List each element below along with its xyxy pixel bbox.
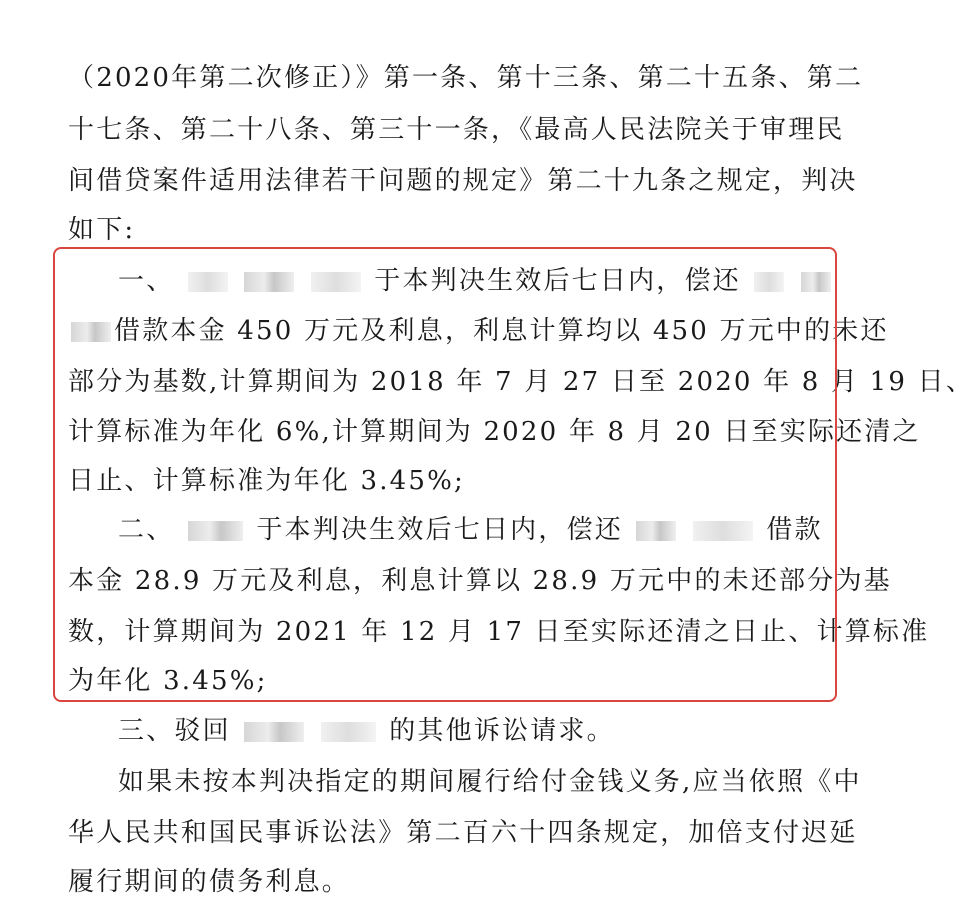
redaction — [801, 272, 831, 292]
text-line: 数，计算期间为 2021 年 12 月 17 日至实际还清之日止、计算标准 — [68, 617, 930, 647]
redaction — [321, 722, 376, 742]
text-segment: 借款本金 450 万元及利息，利息计算均以 450 万元中的未还 — [114, 316, 889, 346]
redaction — [244, 722, 304, 742]
text-segment: 借款 — [766, 515, 823, 545]
text-line: 部分为基数,计算期间为 2018 年 7 月 27 日至 2020 年 8 月 19 日、 — [68, 367, 974, 397]
item-number: 二、 — [118, 515, 175, 545]
text-segment: 于本判决生效后七日内，偿还 — [374, 266, 741, 296]
text-line: 计算标准为年化 6%,计算期间为 2020 年 8 月 20 日至实际还清之 — [68, 417, 921, 447]
judgment-item-1-line-1 — [118, 266, 834, 296]
redaction — [244, 272, 294, 292]
text-line: 如下: — [68, 215, 136, 245]
text-line: 十七条、第二十八条、第三十一条，《最高人民法院关于审理民 — [68, 115, 845, 145]
redaction — [188, 521, 243, 541]
text-line: 华人民共和国民事诉讼法》第二百六十四条规定，加倍支付迟延 — [68, 818, 858, 848]
text-line: 本金 28.9 万元及利息，利息计算以 28.9 万元中的未还部分为基 — [68, 566, 892, 596]
redaction — [754, 272, 784, 292]
redaction — [693, 521, 753, 541]
judgment-item-1-line-2 — [68, 316, 889, 346]
text-line: 履行期间的债务利息。 — [68, 867, 351, 897]
redaction — [188, 272, 228, 292]
text-line: （2020年第二次修正）》第一条、第十三条、第二十五条、第二 — [68, 63, 864, 93]
item-number: 一、 — [118, 266, 175, 296]
text-segment: 的其他诉讼请求。 — [389, 716, 615, 746]
text-line: 如果未按本判决指定的期间履行给付金钱义务,应当依照《中 — [118, 767, 862, 797]
text-line: 为年化 3.45%; — [68, 666, 268, 696]
text-segment: 于本判决生效后七日内，偿还 — [256, 515, 623, 545]
redaction — [71, 322, 111, 342]
text-line: 日止、计算标准为年化 3.45%; — [68, 466, 466, 496]
text-line: 间借贷案件适用法律若干问题的规定》第二十九条之规定，判决 — [68, 166, 858, 196]
text-segment: 三、驳回 — [118, 716, 231, 746]
judgment-item-2-line-1 — [118, 515, 823, 545]
redaction — [636, 521, 676, 541]
redaction — [311, 272, 361, 292]
judgment-item-3 — [118, 716, 615, 746]
